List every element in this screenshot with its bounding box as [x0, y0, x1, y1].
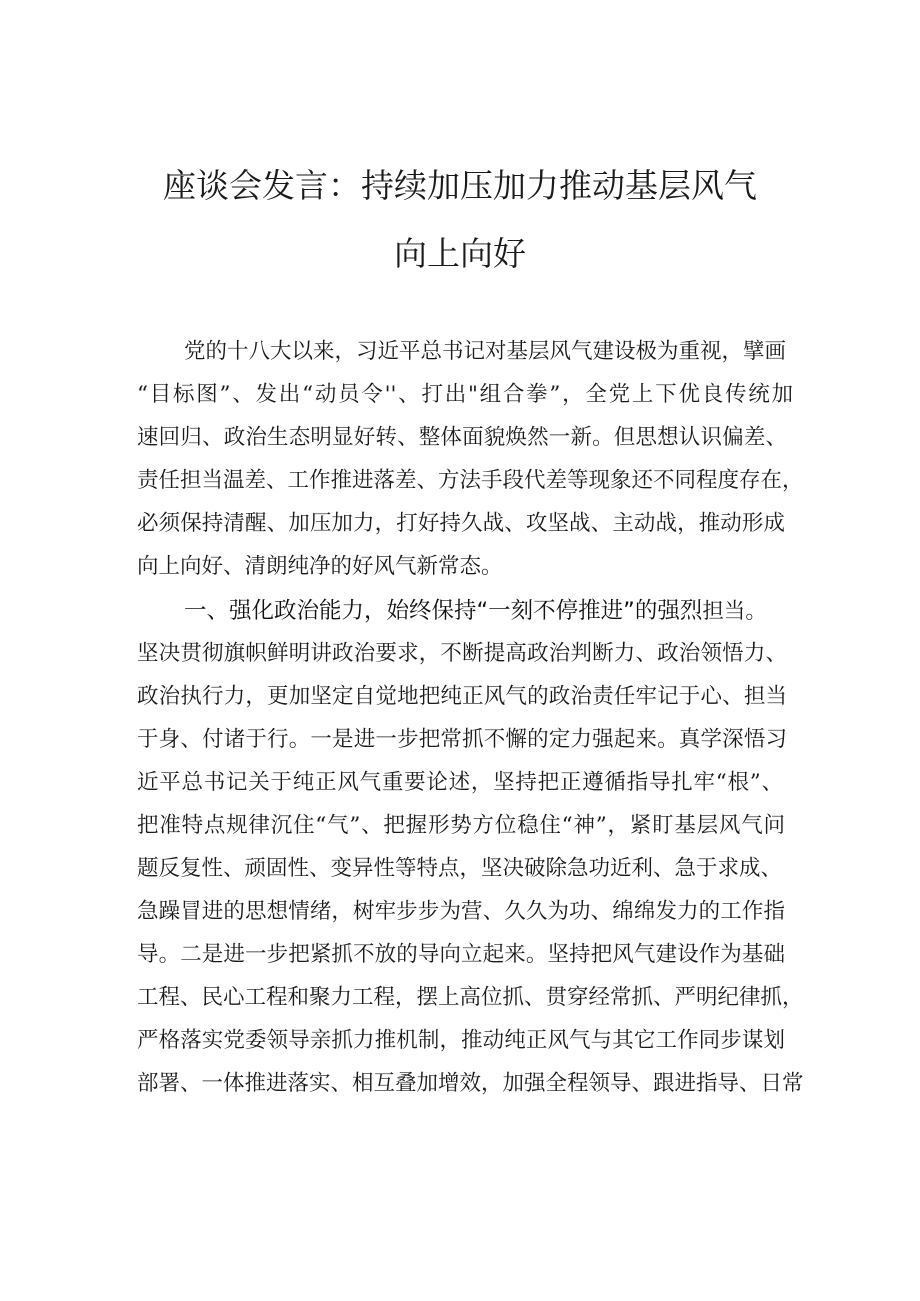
paragraph-1-line-5: 必须保持清醒、加压加力，打好持久战、攻坚战、主动战，推动形成	[137, 511, 785, 536]
section-1-line-8: 导。二是进一步把紧抓不放的导向立起来。坚持把风气建设作为基础	[137, 942, 785, 967]
section-1-line-11: 部署、一体推进落实、相互叠加增效，加强全程领导、跟进指导、日常	[137, 1071, 804, 1096]
section-1-line-1: 坚决贯彻旗帜鲜明讲政治要求，不断提高政治判断力、政治领悟力、	[137, 641, 787, 666]
section-1-line-3: 于身、付诸于行。一是进一步把常抓不懈的定力强起来。真学深悟习	[137, 727, 787, 752]
section-1-line-9: 工程、民心工程和聚力工程，摆上高位抓、贯穿经常抓、严明纪律抓，	[137, 985, 804, 1010]
paragraph-1-line-4: 责任担当温差、工作推进落差、方法手段代差等现象还不同程度存在，	[137, 468, 804, 493]
section-1-line-10: 严格落实党委领导亲抓力推机制，推动纯正风气与其它工作同步谋划	[137, 1028, 785, 1053]
section-1-heading-tail: 担当。	[702, 599, 767, 624]
section-1-line-6: 题反复性、顽固性、变异性等特点，坚决破除急功近利、急于求成、	[137, 856, 783, 881]
section-1-line-4: 近平总书记关于纯正风气重要论述，坚持把正遵循指导扎牢“根”、	[137, 770, 783, 795]
section-1-line-2: 政治执行力，更加坚定自觉地把纯正风气的政治责任牢记于心、担当	[137, 684, 787, 709]
paragraph-1-line-2: “目标图”、发出“动员令''、打出"组合拳”，全党上下优良传统加	[137, 382, 793, 407]
section-1-heading	[184, 595, 800, 628]
paragraph-1-line-1: 党的十八大以来，习近平总书记对基层风气建设极为重视，擘画	[184, 339, 787, 364]
document-title-line-2: 向上向好	[394, 234, 526, 273]
paragraph-1-line-3: 速回归、政治生态明显好转、整体面貌焕然一新。但思想认识偏差、	[137, 425, 787, 450]
section-1-line-7: 急躁冒进的思想情绪，树牢步步为营、久久为功、绵绵发力的工作指	[137, 899, 785, 924]
document-title-line-1: 座谈会发言：持续加压加力推动基层风气	[163, 166, 757, 205]
paragraph-1-line-6: 向上向好、清朗纯净的好风气新常态。	[137, 554, 503, 579]
section-1-line-5: 把准特点规律沉住“气”、把握形势方位稳住“神”，紧盯基层风气问	[137, 813, 785, 838]
section-1-heading-text: 一、强化政治能力，始终保持“一刻不停推进”的强烈	[184, 598, 703, 624]
